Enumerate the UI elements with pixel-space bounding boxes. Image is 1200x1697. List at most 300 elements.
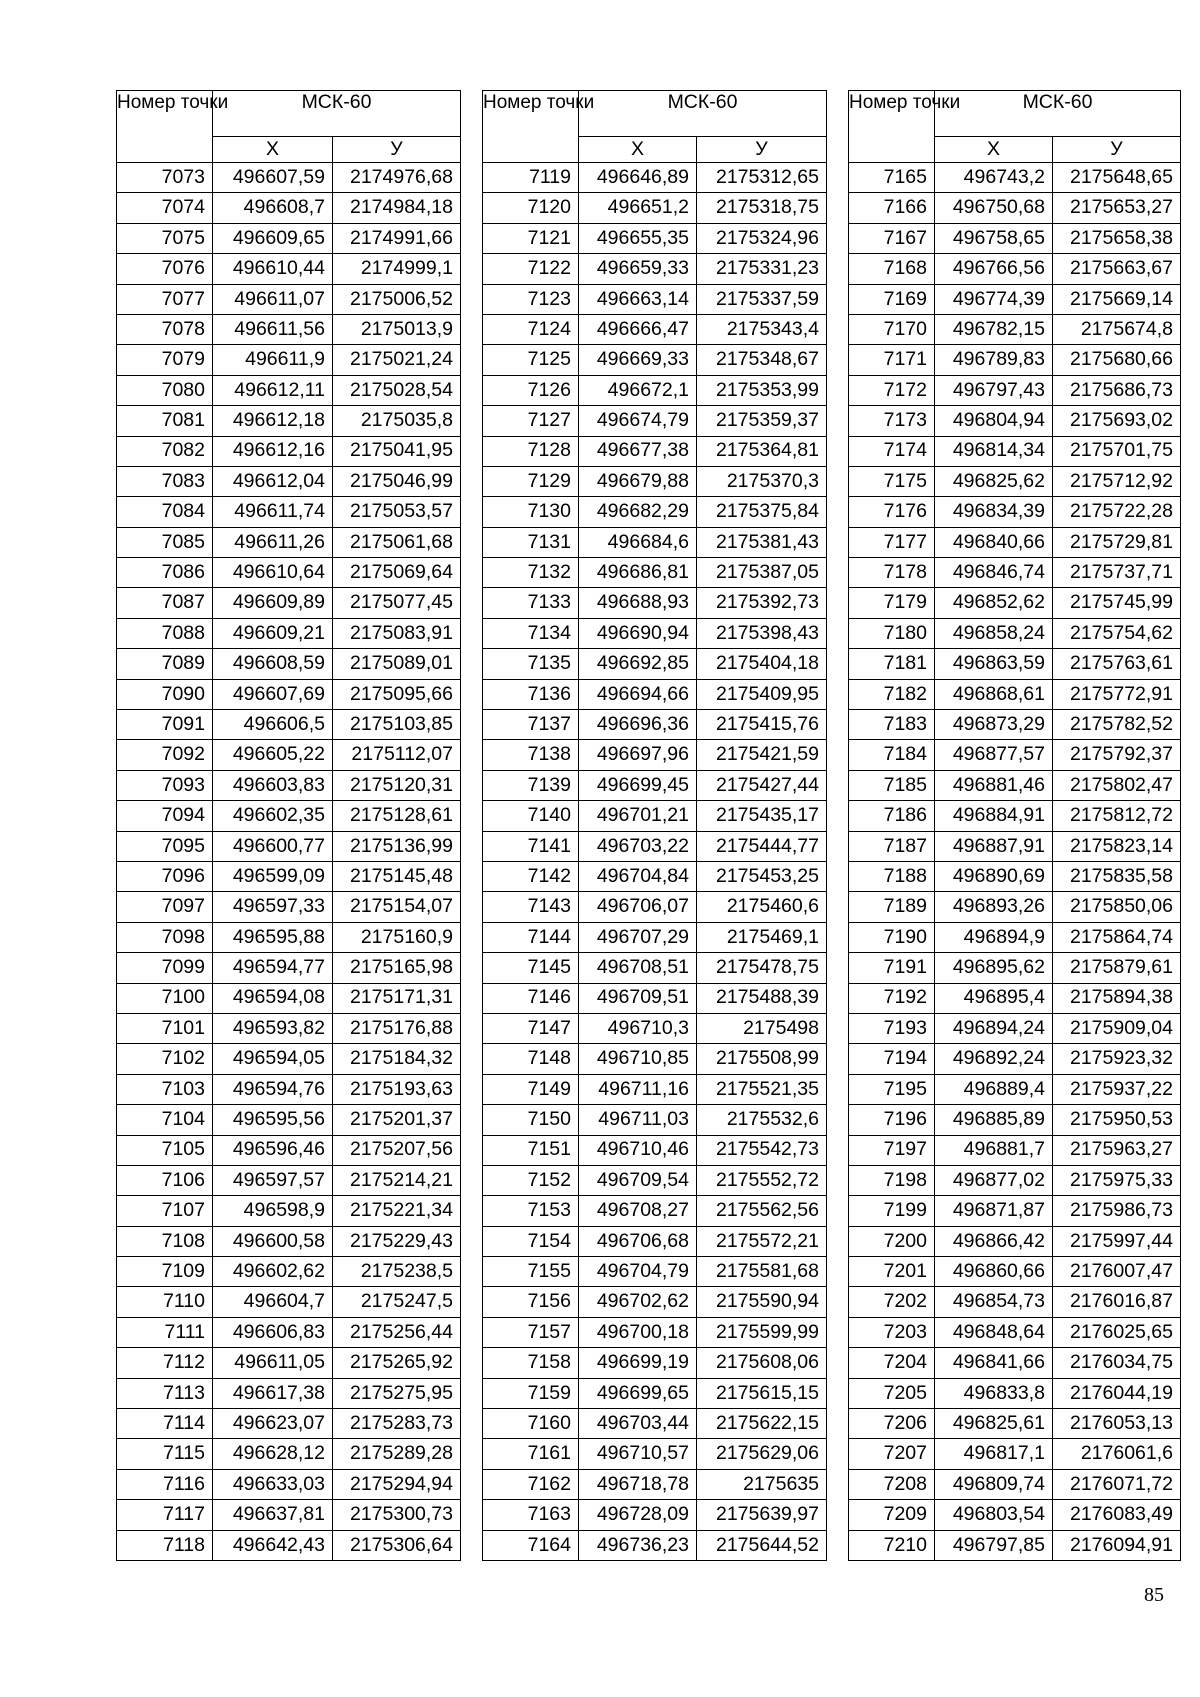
x-coordinate-cell: 496860,66 [935,1257,1053,1287]
table-row [483,801,827,831]
table-row [483,953,827,983]
table-row [117,436,461,466]
point-number-cell: 7134 [483,618,579,648]
point-number-cell: 7155 [483,1257,579,1287]
y-coordinate-cell: 2175229,43 [333,1226,461,1256]
x-coordinate-cell: 496708,51 [579,953,697,983]
y-coordinate-cell: 2175599,99 [697,1317,827,1347]
table-row [483,679,827,709]
table-row [117,406,461,436]
x-coordinate-cell: 496659,33 [579,254,697,284]
table-row [483,406,827,436]
y-coordinate-cell: 2175864,74 [1053,922,1181,952]
point-number-cell: 7075 [117,223,213,253]
y-coordinate-cell: 2175986,73 [1053,1196,1181,1226]
point-number-cell: 7198 [849,1165,935,1195]
table-row [117,588,461,618]
y-coordinate-cell: 2175629,06 [697,1439,827,1469]
point-number-cell: 7187 [849,831,935,861]
table-row [117,193,461,223]
y-coordinate-cell: 2175089,01 [333,649,461,679]
x-coordinate-cell: 496609,89 [213,588,333,618]
point-number-cell: 7171 [849,345,935,375]
x-coordinate-cell: 496797,43 [935,375,1053,405]
table-row [117,1105,461,1135]
point-number-cell: 7184 [849,740,935,770]
y-coordinate-cell: 2175312,65 [697,163,827,193]
x-coordinate-cell: 496605,22 [213,740,333,770]
table-row [849,1165,1181,1195]
x-coordinate-cell: 496700,18 [579,1317,697,1347]
x-coordinate-cell: 496633,03 [213,1469,333,1499]
table-row [117,618,461,648]
x-coordinate-cell: 496877,02 [935,1165,1053,1195]
y-coordinate-cell: 2175176,88 [333,1013,461,1043]
x-coordinate-cell: 496674,79 [579,406,697,436]
point-number-cell: 7111 [117,1317,213,1347]
point-number-cell: 7101 [117,1013,213,1043]
x-coordinate-cell: 496594,76 [213,1074,333,1104]
x-coordinate-cell: 496610,64 [213,558,333,588]
table-row [117,1196,461,1226]
y-coordinate-cell: 2175160,9 [333,922,461,952]
table-row [849,983,1181,1013]
table-row [483,1165,827,1195]
y-coordinate-cell: 2175444,77 [697,831,827,861]
point-number-cell: 7169 [849,284,935,314]
point-number-cell: 7141 [483,831,579,861]
table-row [849,861,1181,891]
x-coordinate-cell: 496782,15 [935,314,1053,344]
y-coordinate-cell: 2175409,95 [697,679,827,709]
point-number-cell: 7124 [483,314,579,344]
point-number-cell: 7204 [849,1348,935,1378]
point-number-cell: 7082 [117,436,213,466]
point-number-cell: 7117 [117,1500,213,1530]
table-row [117,1287,461,1317]
point-number-cell: 7147 [483,1013,579,1043]
x-coordinate-cell: 496679,88 [579,466,697,496]
y-coordinate-cell: 2175498 [697,1013,827,1043]
x-coordinate-cell: 496854,73 [935,1287,1053,1317]
y-coordinate-cell: 2175265,92 [333,1348,461,1378]
x-coordinate-cell: 496606,5 [213,710,333,740]
table-row [849,497,1181,527]
point-number-cell: 7167 [849,223,935,253]
y-coordinate-cell: 2175542,73 [697,1135,827,1165]
x-coordinate-cell: 496611,26 [213,527,333,557]
x-coordinate-cell: 496804,94 [935,406,1053,436]
table-row [849,1469,1181,1499]
point-number-cell: 7150 [483,1105,579,1135]
x-coordinate-cell: 496774,39 [935,284,1053,314]
point-number-cell: 7159 [483,1378,579,1408]
table-row [849,953,1181,983]
point-number-cell: 7096 [117,861,213,891]
table-row [849,679,1181,709]
y-coordinate-cell: 2175835,58 [1053,861,1181,891]
y-coordinate-cell: 2175469,1 [697,922,827,952]
y-coordinate-cell: 2175508,99 [697,1044,827,1074]
x-coordinate-cell: 496597,57 [213,1165,333,1195]
point-number-cell: 7189 [849,892,935,922]
point-number-cell: 7132 [483,558,579,588]
y-coordinate-cell: 2175812,72 [1053,801,1181,831]
y-column-header: У [697,137,827,163]
x-coordinate-cell: 496758,65 [935,223,1053,253]
point-number-cell: 7203 [849,1317,935,1347]
point-number-cell: 7081 [117,406,213,436]
point-number-cell: 7121 [483,223,579,253]
y-coordinate-cell: 2175488,39 [697,983,827,1013]
x-coordinate-cell: 496655,35 [579,223,697,253]
table-row [849,436,1181,466]
point-number-cell: 7073 [117,163,213,193]
y-coordinate-cell: 2175275,95 [333,1378,461,1408]
y-coordinate-cell: 2175294,94 [333,1469,461,1499]
y-coordinate-cell: 2175238,5 [333,1257,461,1287]
x-coordinate-cell: 496684,6 [579,527,697,557]
x-column-header: Х [579,137,697,163]
y-coordinate-cell: 2176061,6 [1053,1439,1181,1469]
table-row [849,314,1181,344]
table-row [117,223,461,253]
table-row [483,223,827,253]
point-number-cell: 7136 [483,679,579,709]
table-row [483,314,827,344]
table-row [117,1378,461,1408]
y-coordinate-cell: 2175364,81 [697,436,827,466]
x-coordinate-cell: 496881,7 [935,1135,1053,1165]
table-row [849,1196,1181,1226]
x-coordinate-cell: 496718,78 [579,1469,697,1499]
x-coordinate-cell: 496595,88 [213,922,333,952]
point-number-cell: 7110 [117,1287,213,1317]
x-coordinate-cell: 496696,36 [579,710,697,740]
point-number-cell: 7077 [117,284,213,314]
x-coordinate-cell: 496699,45 [579,770,697,800]
y-coordinate-cell: 2175975,33 [1053,1165,1181,1195]
x-coordinate-cell: 496594,77 [213,953,333,983]
point-number-cell: 7106 [117,1165,213,1195]
x-coordinate-cell: 496708,27 [579,1196,697,1226]
coordinates-table-2 [482,90,827,1561]
y-coordinate-cell: 2175737,71 [1053,558,1181,588]
coordinates-table-1 [116,90,461,1561]
y-coordinate-cell: 2175879,61 [1053,953,1181,983]
y-coordinate-cell: 2175950,53 [1053,1105,1181,1135]
x-coordinate-cell: 496686,81 [579,558,697,588]
y-coordinate-cell: 2175754,62 [1053,618,1181,648]
point-number-cell: 7207 [849,1439,935,1469]
point-number-cell: 7120 [483,193,579,223]
table-row [117,801,461,831]
point-number-cell: 7135 [483,649,579,679]
table-row [117,497,461,527]
y-coordinate-cell: 2175427,44 [697,770,827,800]
table-row [117,1439,461,1469]
point-number-cell: 7170 [849,314,935,344]
table-row [483,983,827,1013]
x-coordinate-cell: 496848,64 [935,1317,1053,1347]
table-row [849,618,1181,648]
table-row [849,1439,1181,1469]
point-number-cell: 7168 [849,254,935,284]
table-row [117,770,461,800]
y-coordinate-cell: 2175658,38 [1053,223,1181,253]
point-number-cell: 7199 [849,1196,935,1226]
table-row [849,466,1181,496]
x-coordinate-cell: 496709,54 [579,1165,697,1195]
point-number-cell: 7089 [117,649,213,679]
point-number-cell: 7178 [849,558,935,588]
table-row [483,527,827,557]
y-coordinate-cell: 2175283,73 [333,1409,461,1439]
table-row [483,740,827,770]
point-number-cell: 7157 [483,1317,579,1347]
point-number-cell: 7180 [849,618,935,648]
y-coordinate-cell: 2175095,66 [333,679,461,709]
y-coordinate-cell: 2175478,75 [697,953,827,983]
table-row [483,861,827,891]
y-coordinate-cell: 2175006,52 [333,284,461,314]
point-number-cell: 7145 [483,953,579,983]
y-coordinate-cell: 2175639,97 [697,1500,827,1530]
point-number-cell: 7129 [483,466,579,496]
x-coordinate-cell: 496609,65 [213,223,333,253]
x-coordinate-cell: 496711,16 [579,1074,697,1104]
table-row [483,254,827,284]
y-coordinate-cell: 2176016,87 [1053,1287,1181,1317]
table-row [117,1135,461,1165]
x-coordinate-cell: 496611,05 [213,1348,333,1378]
table-row [849,406,1181,436]
x-coordinate-cell: 496736,23 [579,1530,697,1560]
table-row [117,345,461,375]
table-row [483,345,827,375]
x-coordinate-cell: 496701,21 [579,801,697,831]
y-coordinate-cell: 2175201,37 [333,1105,461,1135]
y-coordinate-cell: 2176071,72 [1053,1469,1181,1499]
table-row [483,588,827,618]
x-coordinate-cell: 496743,2 [935,163,1053,193]
point-number-cell: 7173 [849,406,935,436]
y-coordinate-cell: 2175608,06 [697,1348,827,1378]
x-coordinate-cell: 496608,7 [213,193,333,223]
y-coordinate-cell: 2175937,22 [1053,1074,1181,1104]
x-coordinate-cell: 496863,59 [935,649,1053,679]
point-number-cell: 7152 [483,1165,579,1195]
point-number-cell: 7094 [117,801,213,831]
table-row [483,1439,827,1469]
table-row [117,558,461,588]
y-coordinate-cell: 2175823,14 [1053,831,1181,861]
point-number-cell: 7160 [483,1409,579,1439]
x-coordinate-cell: 496894,9 [935,922,1053,952]
y-coordinate-cell: 2176034,75 [1053,1348,1181,1378]
x-coordinate-cell: 496611,56 [213,314,333,344]
x-coordinate-cell: 496663,14 [579,284,697,314]
x-coordinate-cell: 496646,89 [579,163,697,193]
table-row [849,163,1181,193]
point-number-cell: 7202 [849,1287,935,1317]
x-coordinate-cell: 496596,46 [213,1135,333,1165]
y-coordinate-cell: 2175404,18 [697,649,827,679]
table-row [117,892,461,922]
y-coordinate-cell: 2175375,84 [697,497,827,527]
point-number-cell: 7100 [117,983,213,1013]
x-coordinate-cell: 496852,62 [935,588,1053,618]
y-coordinate-cell: 2175997,44 [1053,1226,1181,1256]
point-number-cell: 7113 [117,1378,213,1408]
table-row [117,740,461,770]
table-row [117,1044,461,1074]
point-number-cell: 7140 [483,801,579,831]
y-coordinate-cell: 2174984,18 [333,193,461,223]
y-coordinate-cell: 2175041,95 [333,436,461,466]
x-coordinate-cell: 496702,62 [579,1287,697,1317]
table-row [117,1226,461,1256]
table-row [117,254,461,284]
table-row [483,466,827,496]
y-coordinate-cell: 2175745,99 [1053,588,1181,618]
x-coordinate-cell: 496710,57 [579,1439,697,1469]
point-number-cell: 7115 [117,1439,213,1469]
table-row [849,649,1181,679]
y-coordinate-cell: 2176044,19 [1053,1378,1181,1408]
x-coordinate-cell: 496612,16 [213,436,333,466]
table-row [483,1135,827,1165]
table-row [849,1105,1181,1135]
table-row [483,1105,827,1135]
y-coordinate-cell: 2175421,59 [697,740,827,770]
table-row [117,831,461,861]
table-row [849,1287,1181,1317]
y-coordinate-cell: 2175035,8 [333,406,461,436]
table-row [117,1469,461,1499]
point-number-cell: 7105 [117,1135,213,1165]
coordinate-system-header: МСК-60 [935,91,1181,137]
table-row [483,710,827,740]
table-row [849,1317,1181,1347]
point-number-cell: 7097 [117,892,213,922]
x-column-header: Х [935,137,1053,163]
x-coordinate-cell: 496846,74 [935,558,1053,588]
table-row [483,1226,827,1256]
y-coordinate-cell: 2175193,63 [333,1074,461,1104]
y-coordinate-cell: 2175103,85 [333,710,461,740]
y-coordinate-cell: 2175028,54 [333,375,461,405]
x-coordinate-cell: 496599,09 [213,861,333,891]
table-row [483,375,827,405]
y-coordinate-cell: 2175680,66 [1053,345,1181,375]
coordinate-system-header: МСК-60 [213,91,461,137]
x-coordinate-cell: 496610,44 [213,254,333,284]
point-number-cell: 7085 [117,527,213,557]
x-coordinate-cell: 496710,46 [579,1135,697,1165]
y-coordinate-cell: 2175145,48 [333,861,461,891]
table-row [849,1044,1181,1074]
x-coordinate-cell: 496704,79 [579,1257,697,1287]
y-coordinate-cell: 2174999,1 [333,254,461,284]
x-coordinate-cell: 496637,81 [213,1500,333,1530]
x-coordinate-cell: 496706,07 [579,892,697,922]
point-number-cell: 7210 [849,1530,935,1560]
point-number-cell: 7194 [849,1044,935,1074]
y-coordinate-cell: 2175581,68 [697,1257,827,1287]
y-coordinate-cell: 2175318,75 [697,193,827,223]
y-coordinate-cell: 2175214,21 [333,1165,461,1195]
table-row [483,284,827,314]
y-coordinate-cell: 2175552,72 [697,1165,827,1195]
y-coordinate-cell: 2175669,14 [1053,284,1181,314]
table-row [117,679,461,709]
y-coordinate-cell: 2175069,64 [333,558,461,588]
x-coordinate-cell: 496612,18 [213,406,333,436]
x-coordinate-cell: 496699,19 [579,1348,697,1378]
x-coordinate-cell: 496594,05 [213,1044,333,1074]
point-number-cell: 7098 [117,922,213,952]
x-coordinate-cell: 496606,83 [213,1317,333,1347]
table-body [849,163,1181,1561]
point-number-cell: 7148 [483,1044,579,1074]
table-row [483,436,827,466]
point-number-cell: 7086 [117,558,213,588]
y-coordinate-cell: 2175894,38 [1053,983,1181,1013]
y-coordinate-cell: 2175635 [697,1469,827,1499]
x-coordinate-cell: 496766,56 [935,254,1053,284]
table-row [849,558,1181,588]
x-coordinate-cell: 496603,83 [213,770,333,800]
x-coordinate-cell: 496699,65 [579,1378,697,1408]
point-number-cell: 7114 [117,1409,213,1439]
y-coordinate-cell: 2175923,32 [1053,1044,1181,1074]
point-number-cell: 7174 [849,436,935,466]
y-coordinate-cell: 2175415,76 [697,710,827,740]
y-coordinate-cell: 2174991,66 [333,223,461,253]
y-coordinate-cell: 2175615,15 [697,1378,827,1408]
point-number-cell: 7164 [483,1530,579,1560]
table-row [849,375,1181,405]
y-coordinate-cell: 2175337,59 [697,284,827,314]
y-coordinate-cell: 2175763,61 [1053,649,1181,679]
y-coordinate-cell: 2175792,37 [1053,740,1181,770]
point-number-cell: 7181 [849,649,935,679]
x-coordinate-cell: 496669,33 [579,345,697,375]
point-number-cell: 7195 [849,1074,935,1104]
table-row [849,1074,1181,1104]
x-coordinate-cell: 496666,47 [579,314,697,344]
table-row [117,861,461,891]
x-coordinate-cell: 496803,54 [935,1500,1053,1530]
point-number-cell: 7143 [483,892,579,922]
x-coordinate-cell: 496672,1 [579,375,697,405]
point-number-cell: 7190 [849,922,935,952]
y-coordinate-cell: 2175154,07 [333,892,461,922]
point-number-cell: 7165 [849,163,935,193]
point-number-cell: 7123 [483,284,579,314]
x-coordinate-cell: 496602,35 [213,801,333,831]
table-body [483,163,827,1561]
x-coordinate-cell: 496604,7 [213,1287,333,1317]
table-row [849,588,1181,618]
y-coordinate-cell: 2175207,56 [333,1135,461,1165]
point-number-cell: 7131 [483,527,579,557]
x-coordinate-cell: 496607,59 [213,163,333,193]
point-number-cell: 7079 [117,345,213,375]
point-number-cell: 7116 [117,1469,213,1499]
y-coordinate-cell: 2175221,34 [333,1196,461,1226]
